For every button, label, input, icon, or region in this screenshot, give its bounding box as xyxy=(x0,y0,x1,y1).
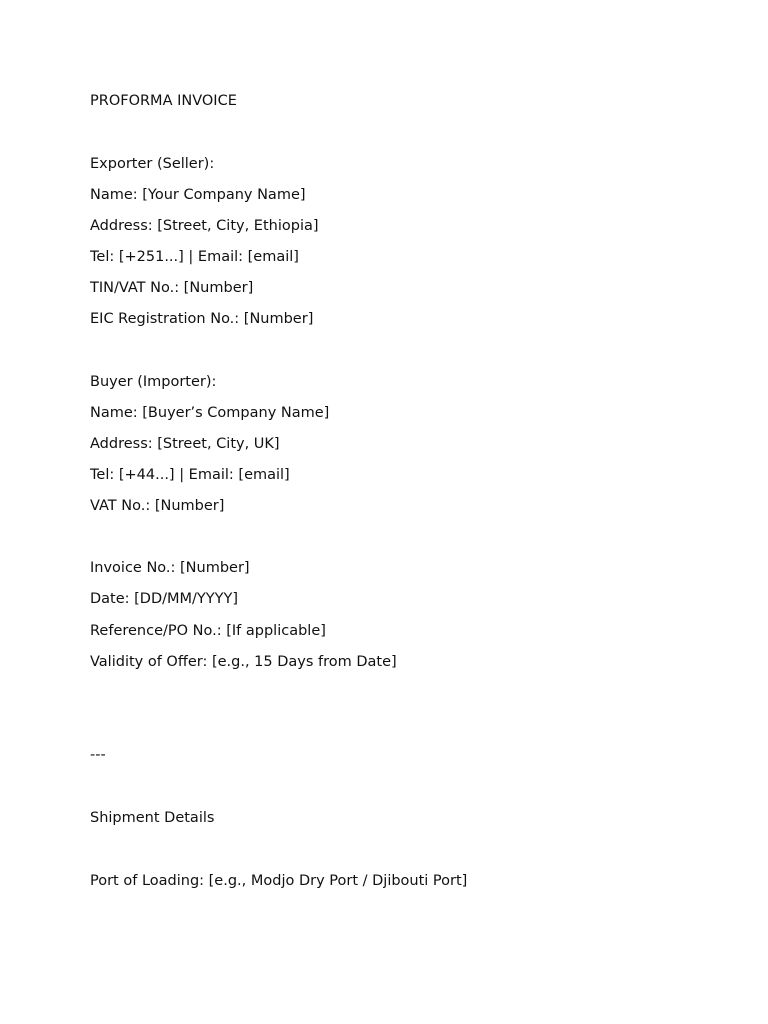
document-page xyxy=(90,0,730,1024)
exporter-address: Address: [Street, City, Ethiopia] xyxy=(90,218,319,234)
buyer-contact: Tel: [+44...] | Email: [email] xyxy=(90,467,290,483)
exporter-contact: Tel: [+251...] | Email: [email] xyxy=(90,249,299,265)
buyer-vat: VAT No.: [Number] xyxy=(90,498,225,514)
shipment-heading: Shipment Details xyxy=(90,810,215,826)
offer-validity: Validity of Offer: [e.g., 15 Days from Date] xyxy=(90,654,397,670)
document-title: PROFORMA INVOICE xyxy=(90,93,237,109)
exporter-tin-vat: TIN/VAT No.: [Number] xyxy=(90,280,254,296)
exporter-name: Name: [Your Company Name] xyxy=(90,187,306,203)
exporter-heading: Exporter (Seller): xyxy=(90,156,215,172)
invoice-date: Date: [DD/MM/YYYY] xyxy=(90,591,239,607)
invoice-number: Invoice No.: [Number] xyxy=(90,560,250,576)
section-separator: --- xyxy=(90,747,106,763)
invoice-reference: Reference/PO No.: [If applicable] xyxy=(90,623,326,639)
buyer-name: Name: [Buyer’s Company Name] xyxy=(90,405,330,421)
port-of-loading: Port of Loading: [e.g., Modjo Dry Port / Djibouti Port] xyxy=(90,873,468,889)
buyer-address: Address: [Street, City, UK] xyxy=(90,436,280,452)
buyer-heading: Buyer (Importer): xyxy=(90,374,217,390)
exporter-eic: EIC Registration No.: [Number] xyxy=(90,311,314,327)
